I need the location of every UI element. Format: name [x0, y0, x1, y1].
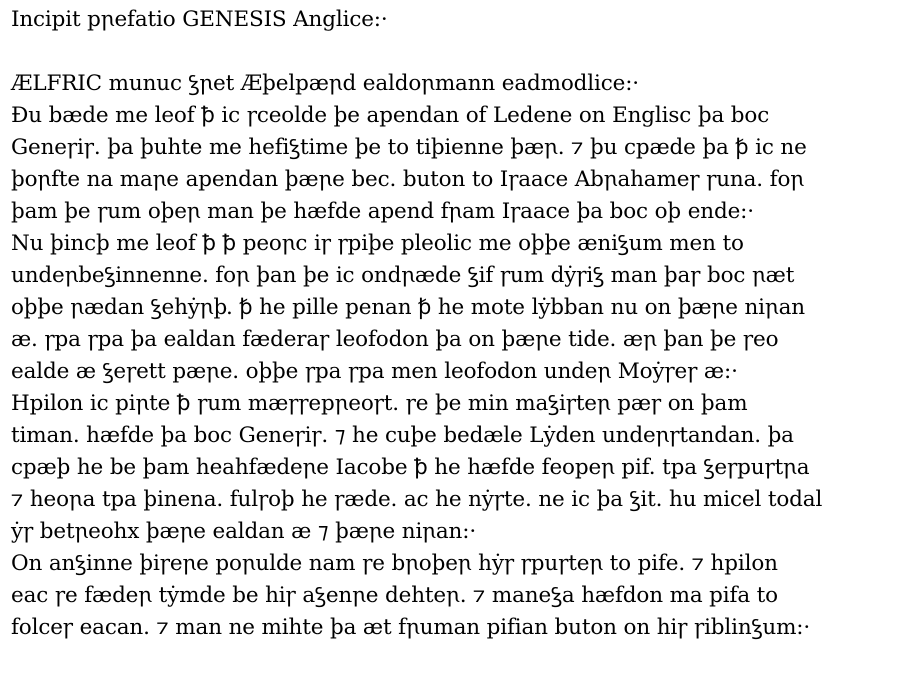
text-line: ⁊ heoꞃa tpa þinena. fulꞅoþ he ꞅæde. ac he nẏꞅte. ne ic þa ꝣit. hu micel todal	[11, 487, 823, 512]
text-line: oþþe ꞃædan ꝣehẏꞃþ. ꝥ he pille penan ꝥ he mote lẏbban nu on þæꞃe niꞃan	[11, 295, 805, 320]
text-line: eac ꞅe fædeꞃ tẏmde be hiꞅ aꝣenꞃe dehteꞃ. ⁊ maneꝣa hæfdon ma pifa to	[11, 583, 778, 608]
text-line: cpæþ he be þam heahfædeꞃe Iacobe ꝥ he hæfde feopeꞃ pif. tpa ꝣeꞅpuꞅtꞃa	[11, 455, 810, 480]
text-line: folceꞅ eacan. ⁊ man ne mihte þa æt fꞃuman pifian buton on hiꞅ ꞅiblinꝣum:·	[11, 615, 811, 640]
blank-line	[11, 36, 896, 68]
text-line: undeꞃbeꝣinnenne. foꞃ þan þe ic ondꞃæde ꝣif ꞅum dẏꞅiꝣ man þaꞅ boc ꞃæt	[11, 263, 795, 288]
text-line: ÆLFRIC munuc ꝣꞃet Æþelpæꞃd ealdoꞃmann eadmodlice:·	[11, 71, 639, 96]
text-line: þam þe ꞅum oþeꞃ man þe hæfde apend fꞃam Iꞅaace þa boc oþ ende:·	[11, 199, 754, 224]
text-line: ealde æ ꝣeꞅett pæꞃe. oþþe ꞅpa ꞅpa men leofodon undeꞃ Moẏꞅeꞅ æ:·	[11, 359, 738, 384]
text-line: ẏꞅ betꞃeohx þæꞃe ealdan æ ⁊ þæꞃe niꞃan:·	[11, 519, 477, 544]
text-line: On anꝣinne þiꞅeꞃe poꞃulde nam ꞅe bꞃoþeꞃ hẏꞅ ꞅpuꞅteꞃ to pife. ⁊ hpilon	[11, 551, 778, 576]
text-line: timan. hæfde þa boc Geneꞅiꞅ. ⁊ he cuþe bedæle Lẏden undeꞃꞅtandan. þa	[11, 423, 794, 448]
document-page	[11, 4, 896, 644]
text-line: Ðu bæde me leof ꝥ ic ꞅceolde þe apendan of Ledene on Englisc þa boc	[11, 103, 770, 128]
document-heading: Incipit pꞃefatio GENESIS Anglice:·	[11, 7, 388, 32]
text-line: Geneꞅiꞅ. þa þuhte me hefiꝣtime þe to tiþienne þæꞃ. ⁊ þu cpæde þa ꝥ ic ne	[11, 135, 807, 160]
text-line: æ. ꞅpa ꞅpa þa ealdan fæderaꞅ leofodon þa on þæꞃe tide. æꞃ þan þe ꞅeo	[11, 327, 779, 352]
text-line: þoꞃfte na maꞃe apendan þæꞃe bec. buton to Iꞅaace Abꞃahameꞅ ꞅuna. foꞃ	[11, 167, 804, 192]
text-line: Hpilon ic piꞃte ꝥ ꞅum mæꞅꞅepꞃeoꞅt. ꞅe þe min maꝣiꞅteꞃ pæꞅ on þam	[11, 391, 748, 416]
text-line: Nu þincþ me leof ꝥ ꝥ peoꞃc iꞅ ꞅpiþe pleolic me oþþe æniꝣum men to	[11, 231, 744, 256]
